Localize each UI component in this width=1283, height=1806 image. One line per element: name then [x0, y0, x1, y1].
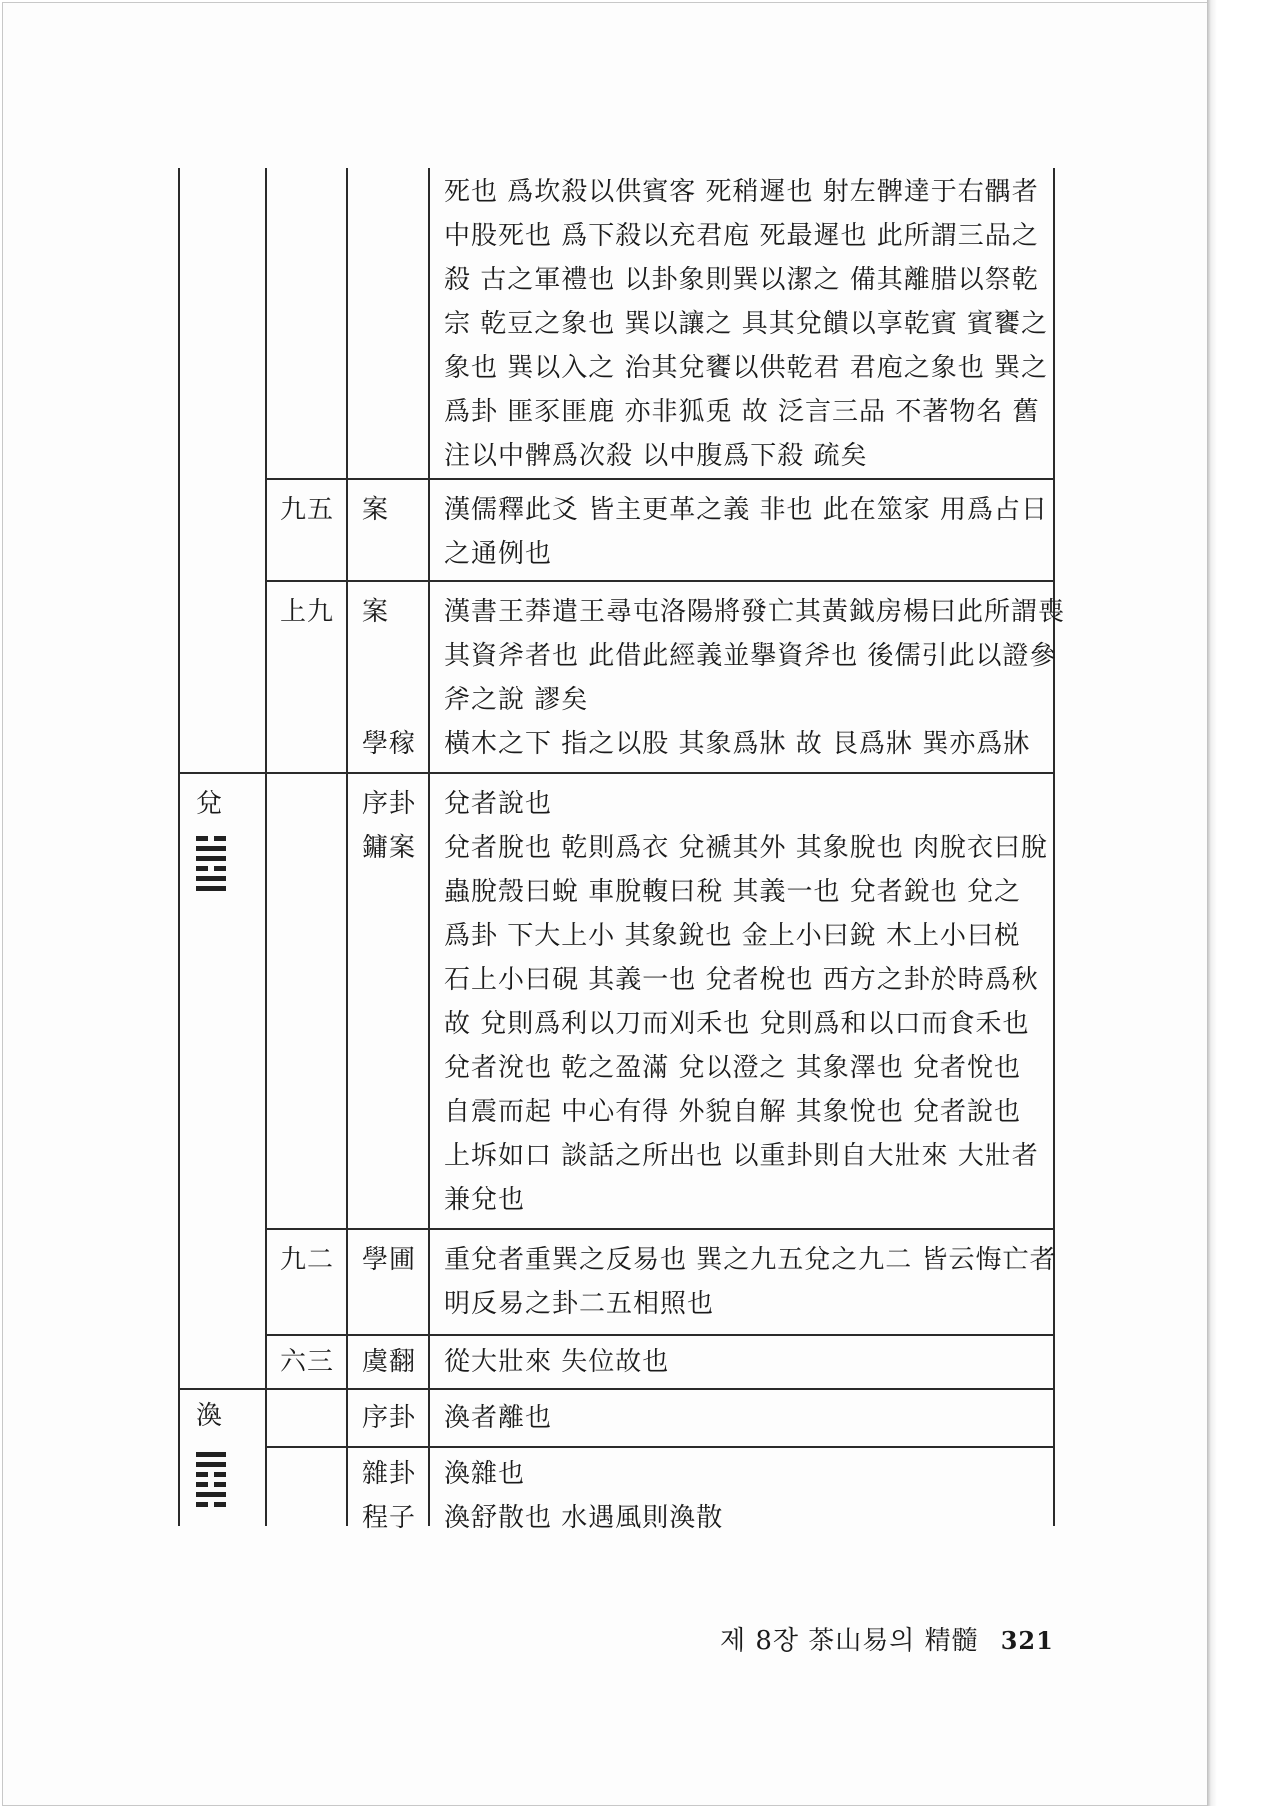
row-rule: [265, 1334, 1055, 1336]
dui-hexagram-icon: [196, 836, 226, 891]
commentary-text: 重兌者重巽之反易也 巽之九五兌之九二 皆云悔亡者 明反易之卦二五相照也: [444, 1245, 1057, 1319]
row-rule: [265, 1228, 1055, 1230]
commentary-text: 渙者離也: [444, 1403, 553, 1433]
running-footer: [720, 1620, 1054, 1657]
huan-hexagram-icon: [196, 1452, 226, 1507]
page-edge: [1207, 0, 1217, 1806]
yao-label: 上九: [280, 597, 335, 627]
source-label: 學稼: [362, 729, 417, 759]
row-rule: [265, 580, 1055, 582]
page-number: 321: [1000, 1626, 1054, 1655]
col-divider-4: [428, 168, 430, 1526]
row-rule: [178, 1388, 1055, 1390]
source-label: 序卦 鏞案: [362, 789, 417, 863]
commentary-text: 從大壯來 失位故也: [444, 1347, 670, 1377]
col-divider-3: [346, 168, 348, 1526]
commentary-text: 漢書王莽遣王尋屯洛陽將發亡其黃鉞房楊曰此所謂喪 其資斧者也 此借此經義並擧資斧也 後儒引此以證參 斧之說 謬矣: [444, 597, 1066, 715]
commentary-text: 兌者說也 兌者脫也 乾則爲衣 兌褫其外 其象脫也 肉脫衣曰脫 蟲脫殼曰蛻 車脫輹曰稅 其義一也 兌者銳也 兌之 爲卦 下大上小 其象銳也 金上小曰銳 木上小曰棁 石上小曰硯 其義一也 兌者梲也 西方之卦於時爲秋 故 兌則爲利以刀而刈禾也 兌則爲和以口而食禾也 兌者涗也 乾之盈滿 兌以澄之 其象澤也 兌者悅也 自震而起 中心有得 外貌自解 其象悅也 兌者說也 上坼如口 談話之所出也 以重卦則自大壯來 大壯者 兼兌也: [444, 789, 1049, 1215]
commentary-text: 漢儒釋此爻 皆主更革之義 非也 此在筮家 用爲占日 之通例也: [444, 495, 1049, 569]
commentary-text: 橫木之下 指之以股 其象爲牀 故 艮爲牀 巽亦爲牀: [444, 729, 1031, 759]
chapter-title: 제 8장 茶山易의 精髓: [720, 1626, 979, 1656]
source-label: 虞翻: [362, 1347, 417, 1377]
yao-label: 六三: [280, 1347, 335, 1377]
col-divider-2: [265, 168, 267, 1526]
source-label: 案: [362, 597, 390, 627]
commentary-text: 渙雜也 渙舒散也 水遇風則渙散: [444, 1459, 724, 1533]
row-rule: [265, 478, 1055, 480]
top-commentary: 死也 爲坎殺以供賓客 死稍遲也 射左髀達于右髃者 中股死也 爲下殺以充君庖 死最遲也 此所謂三品之 殺 古之軍禮也 以卦象則巽以潔之 備其離腊以祭乾 宗 乾豆之象也 巽以讓之 具其兌饋以享乾賓 賓饔之 象也 巽以入之 治其兌饔以供乾君 君庖之象也 巽之 爲卦 匪豕匪鹿 亦非狐兎 故 泛言三品 不著物名 舊 注以中髀爲次殺 以中腹爲下殺 疏矣: [444, 177, 1049, 471]
source-label: 學圃: [362, 1245, 417, 1275]
col-divider-1: [178, 168, 180, 1526]
source-label: 雜卦 程子: [362, 1459, 417, 1533]
hexagram-label: 兌: [196, 782, 226, 896]
row-rule: [178, 772, 1055, 774]
source-label: 序卦: [362, 1403, 417, 1433]
source-label: 案: [362, 495, 390, 525]
yao-label: 九五: [280, 495, 335, 525]
hexagram-label: 渙: [196, 1394, 226, 1512]
yao-label: 九二: [280, 1245, 335, 1275]
row-rule: [265, 1446, 1055, 1448]
